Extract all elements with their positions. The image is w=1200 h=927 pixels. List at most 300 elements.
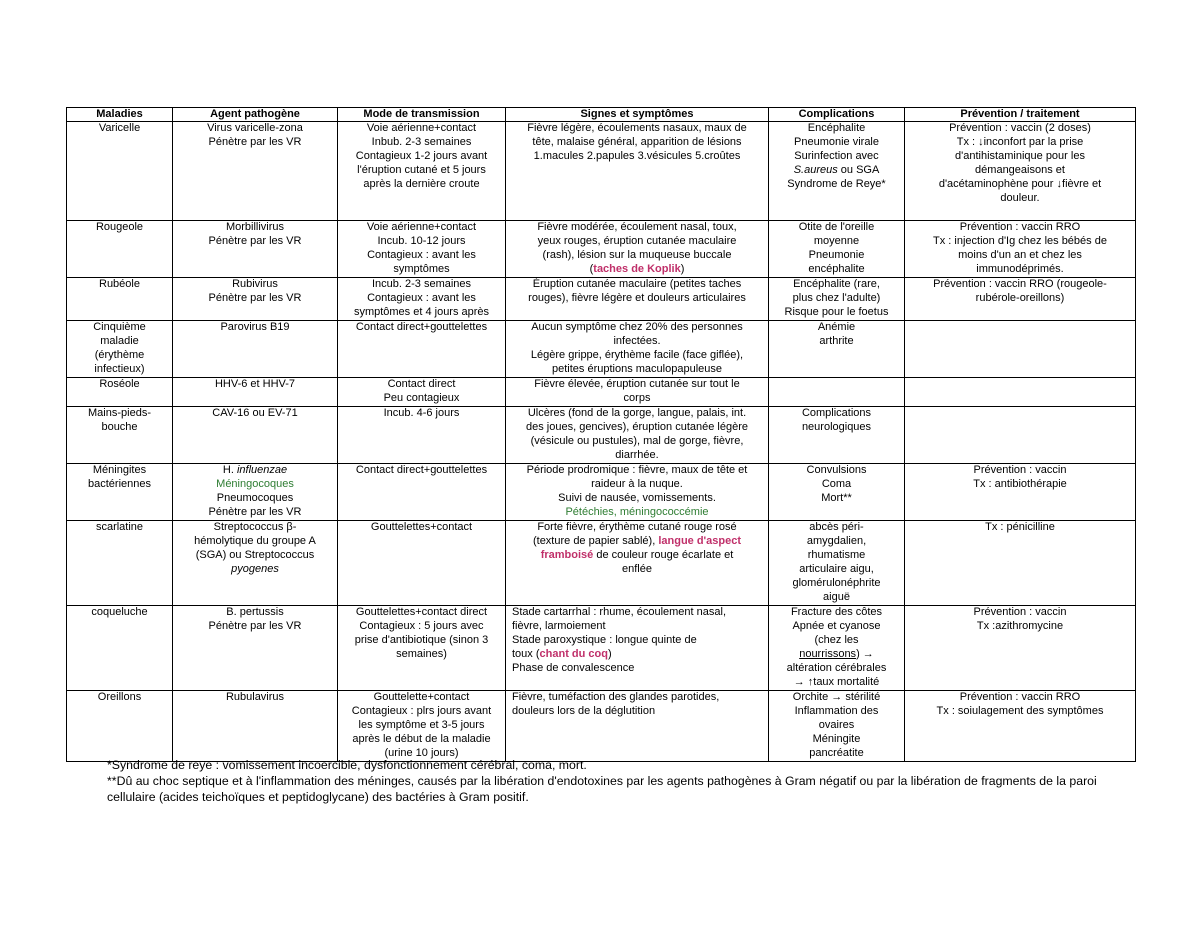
- text-segment: Voie aérienne+contact: [366, 221, 477, 233]
- cell-line: [508, 449, 766, 463]
- cell-line: [907, 606, 1133, 620]
- cell-line: bouche: [101, 420, 138, 433]
- cell-line: [771, 577, 902, 591]
- text-segment: Légère grippe, érythème facile (face giflée),: [530, 348, 744, 361]
- text-segment: articulaire aigu,: [799, 562, 874, 575]
- text-segment: rhumatisme: [807, 548, 866, 561]
- cell-complications: [769, 122, 905, 221]
- cell-agent: [173, 691, 338, 762]
- cell-line: [771, 733, 902, 747]
- text-segment: Tx : injection d'Ig chez les bébés de: [933, 234, 1107, 247]
- text-segment: abcès péri-: [809, 521, 864, 533]
- cell-line: Rougeole: [95, 221, 144, 233]
- cell-line: [512, 691, 766, 705]
- cell-line: [340, 321, 503, 335]
- text-segment: Complications: [801, 407, 872, 419]
- cell-line: coqueluche: [91, 606, 148, 618]
- text-segment: tête, malaise général, apparition de lésions: [532, 135, 742, 148]
- cell-maladie: [67, 122, 173, 221]
- text-segment: pancréatite: [809, 746, 864, 759]
- text-segment: démangeaisons et: [975, 163, 1065, 176]
- cell-mode: [338, 464, 506, 521]
- text-segment: Tx : pénicilline: [985, 521, 1055, 533]
- text-segment: 1.macules 2.papules 3.vésicules 5.croûtes: [533, 149, 741, 162]
- header-mode-transmission: Mode de transmission: [338, 108, 506, 122]
- cell-line: [175, 535, 335, 549]
- cell-line: [771, 122, 902, 136]
- cell-line: [340, 521, 503, 535]
- cell-line: [340, 648, 503, 662]
- cell-line: [508, 435, 766, 449]
- cell-line: [340, 620, 503, 634]
- cell-prevention: [905, 606, 1136, 691]
- text-segment: Contagieux 1-2 jours avant: [355, 149, 488, 162]
- cell-signes: [506, 221, 769, 278]
- cell-agent: [173, 321, 338, 378]
- cell-line: [340, 691, 503, 705]
- text-segment: petites éruptions maculopapuleuse: [551, 362, 722, 375]
- text-segment: (rash), lésion sur la muqueuse buccale: [542, 248, 732, 261]
- cell-line: [771, 563, 902, 577]
- cell-complications: [769, 407, 905, 464]
- text-segment: raideur à la nuque.: [591, 477, 683, 490]
- header-prevention-traitement: Prévention / traitement: [905, 108, 1136, 122]
- cell-prevention: [905, 321, 1136, 378]
- text-segment: Otite de l'oreille: [798, 221, 875, 233]
- text-segment: Pneumonie virale: [794, 135, 879, 148]
- cell-line: infectieux): [94, 362, 145, 375]
- text-segment: (texture de papier sablé),: [532, 534, 659, 547]
- cell-line: [907, 178, 1133, 192]
- cell-mode: [338, 521, 506, 606]
- text-segment: Fièvre élevée, éruption cutanée sur tout le: [534, 378, 740, 390]
- cell-line: [508, 249, 766, 263]
- cell-line: [175, 407, 335, 421]
- cell-line: [508, 292, 766, 306]
- cell-prevention: [905, 221, 1136, 278]
- text-segment: nourrissons: [799, 647, 857, 660]
- cell-line: [907, 292, 1133, 306]
- cell-line: bactériennes: [88, 477, 151, 490]
- text-segment: (chez les: [814, 633, 859, 646]
- text-segment: Parovirus B19: [220, 321, 290, 333]
- text-segment: Pénètre par les VR: [208, 291, 302, 304]
- text-segment: taches de Koplik: [593, 262, 681, 275]
- text-segment: Convulsions: [806, 464, 867, 476]
- text-segment: Prévention : vaccin RRO: [959, 221, 1081, 233]
- text-segment: Inflammation des: [794, 704, 879, 717]
- cell-line: [771, 535, 902, 549]
- text-segment: Stade cartarrhal : rhume, écoulement nasal,: [512, 606, 727, 618]
- text-segment: Apnée et cyanose: [792, 619, 881, 632]
- cell-prevention: [905, 464, 1136, 521]
- text-segment: pyogenes: [231, 562, 279, 575]
- cell-line: maladie: [100, 334, 139, 347]
- cell-agent: [173, 378, 338, 407]
- cell-line: [508, 506, 766, 520]
- text-segment: corps: [623, 391, 651, 404]
- header-row: [67, 108, 1136, 122]
- cell-line: [508, 421, 766, 435]
- cell-line: [340, 306, 503, 320]
- cell-line: [508, 136, 766, 150]
- cell-line: (érythème: [94, 348, 145, 361]
- text-segment: Contagieux : plrs jours avant: [351, 704, 492, 717]
- text-segment: Inbub. 2-3 semaines: [371, 135, 472, 148]
- text-segment: Suivi de nausée, vomissements.: [558, 491, 716, 504]
- cell-line: [907, 464, 1133, 478]
- text-segment: Pneumonie: [808, 248, 865, 261]
- cell-line: [340, 136, 503, 150]
- cell-line: [508, 378, 766, 392]
- text-segment: Peu contagieux: [383, 391, 460, 404]
- cell-line: [340, 164, 503, 178]
- cell-line: Mains-pieds-: [88, 407, 151, 419]
- cell-line: [175, 549, 335, 563]
- cell-line: [508, 407, 766, 421]
- cell-signes: [506, 691, 769, 762]
- cell-complications: [769, 691, 905, 762]
- text-segment: l'éruption cutané et 5 jours: [357, 163, 486, 176]
- text-segment: moins d'un an et chez les: [958, 248, 1082, 261]
- text-segment: après la dernière croute: [363, 177, 480, 190]
- cell-line: Roséole: [99, 378, 140, 390]
- text-segment: symptômes: [393, 262, 450, 275]
- text-segment: Rubulavirus: [225, 691, 285, 703]
- cell-signes: [506, 321, 769, 378]
- cell-line: [771, 662, 902, 676]
- cell-line: [175, 221, 335, 235]
- cell-maladie: [67, 321, 173, 378]
- text-segment: Encéphalite: [807, 122, 866, 134]
- text-segment: S.aureus: [793, 163, 838, 176]
- cell-line: [771, 719, 902, 733]
- cell-maladie: [67, 521, 173, 606]
- text-segment: (: [589, 262, 594, 275]
- cell-mode: [338, 407, 506, 464]
- cell-line: [175, 464, 335, 478]
- cell-line: [175, 278, 335, 292]
- cell-agent: [173, 122, 338, 221]
- table-row: [67, 407, 1136, 464]
- cell-line: [175, 492, 335, 506]
- text-segment: Streptococcus β-: [213, 521, 297, 533]
- cell-line: [512, 620, 766, 634]
- text-segment: de couleur rouge écarlate et: [593, 548, 734, 561]
- cell-line: [175, 620, 335, 634]
- cell-complications: [769, 378, 905, 407]
- text-segment: Syndrome de Reye*: [787, 177, 886, 190]
- cell-maladie: [67, 606, 173, 691]
- cell-line: [771, 705, 902, 719]
- text-segment: après le début de la maladie: [352, 732, 491, 745]
- cell-mode: [338, 122, 506, 221]
- cell-line: [340, 278, 503, 292]
- cell-line: [175, 606, 335, 620]
- cell-line: [340, 733, 503, 747]
- text-segment: Mort**: [821, 491, 852, 504]
- text-segment: Incub. 2-3 semaines: [371, 278, 472, 290]
- cell-line: [340, 719, 503, 733]
- text-segment: Éruption cutanée maculaire (petites taches: [532, 278, 742, 290]
- cell-line: [340, 705, 503, 719]
- text-segment: Méningite: [812, 732, 861, 745]
- text-segment: immunodéprimés.: [976, 262, 1064, 275]
- cell-line: [907, 478, 1133, 492]
- text-segment: les symptôme et 3-5 jours: [358, 718, 485, 731]
- cell-line: [771, 292, 902, 306]
- text-segment: douleur.: [1000, 191, 1040, 204]
- cell-line: [771, 164, 902, 178]
- cell-prevention: [905, 278, 1136, 321]
- disease-table: [66, 107, 1136, 762]
- footnote-mort: **Dû au choc septique et à l'inflammation des méninges, causés par la libération d'endotoxines par les agents pathogènes à Gram négatif ou par la libération de fragments de la paroi cellulaire (acides teichoïques et peptidoglycane) des bactéries à Gram positif.: [107, 774, 1097, 804]
- cell-line: [512, 705, 766, 719]
- footnotes: [107, 757, 1107, 805]
- cell-line: [508, 221, 766, 235]
- table-row: [67, 278, 1136, 321]
- text-segment: → ↑taux mortalité: [793, 675, 880, 688]
- header-maladies: Maladies: [67, 108, 173, 122]
- cell-agent: [173, 221, 338, 278]
- cell-line: [340, 150, 503, 164]
- cell-line: [771, 136, 902, 150]
- cell-maladie: [67, 278, 173, 321]
- cell-line: [512, 662, 766, 676]
- text-segment: ou SGA: [837, 163, 880, 176]
- cell-line: [508, 349, 766, 363]
- text-segment: chant du coq: [539, 647, 608, 660]
- cell-signes: [506, 464, 769, 521]
- text-segment: Pneumocoques: [216, 491, 294, 504]
- cell-line: [508, 535, 766, 549]
- text-segment: hémolytique du groupe A: [194, 534, 316, 547]
- text-segment: Tx : antibiothérapie: [973, 477, 1067, 490]
- text-segment: Prévention : vaccin RRO: [959, 691, 1081, 703]
- text-segment: B. pertussis: [226, 606, 284, 618]
- text-segment: CAV-16 ou EV-71: [212, 407, 298, 419]
- text-segment: Anémie: [817, 321, 856, 333]
- cell-line: [771, 464, 902, 478]
- text-segment: ): [607, 647, 612, 660]
- cell-prevention: [905, 691, 1136, 762]
- cell-line: [771, 235, 902, 249]
- text-segment: Morbillivirus: [225, 221, 285, 233]
- cell-maladie: [67, 221, 173, 278]
- text-segment: Surinfection avec: [794, 149, 879, 162]
- cell-line: [340, 464, 503, 478]
- cell-line: [175, 506, 335, 520]
- cell-line: scarlatine: [95, 521, 144, 533]
- cell-line: [508, 478, 766, 492]
- cell-line: [175, 478, 335, 492]
- cell-line: [771, 591, 902, 605]
- text-segment: glomérulonéphrite: [792, 576, 881, 589]
- cell-line: [771, 521, 902, 535]
- cell-agent: [173, 464, 338, 521]
- text-segment: H.: [222, 464, 237, 476]
- cell-line: [508, 235, 766, 249]
- cell-line: [771, 492, 902, 506]
- text-segment: Prévention : vaccin (2 doses): [949, 122, 1091, 134]
- text-segment: langue d'aspect: [658, 534, 742, 547]
- cell-line: [907, 521, 1133, 535]
- cell-line: [175, 691, 335, 705]
- cell-agent: [173, 407, 338, 464]
- table-row: [67, 378, 1136, 407]
- cell-line: [907, 164, 1133, 178]
- text-segment: (vésicule ou pustules), mal de gorge, fièvre,: [530, 434, 744, 447]
- cell-line: [508, 563, 766, 577]
- cell-signes: [506, 521, 769, 606]
- cell-prevention: [905, 521, 1136, 606]
- cell-line: [907, 150, 1133, 164]
- cell-line: [340, 263, 503, 277]
- cell-line: [512, 648, 766, 662]
- text-segment: altération cérébrales: [786, 661, 887, 674]
- cell-line: [771, 221, 902, 235]
- cell-mode: [338, 606, 506, 691]
- text-segment: Gouttelettes+contact direct: [355, 606, 488, 618]
- text-segment: (SGA) ou Streptococcus: [195, 548, 315, 561]
- table-row: [67, 606, 1136, 691]
- text-segment: prise d'antibiotique (sinon 3: [354, 633, 489, 646]
- cell-line: Méningites: [92, 464, 147, 476]
- cell-line: [907, 192, 1133, 206]
- cell-line: [508, 392, 766, 406]
- text-segment: Prévention : vaccin RRO (rougeole-: [933, 278, 1107, 290]
- text-segment: aiguë: [823, 590, 850, 603]
- cell-line: [175, 563, 335, 577]
- cell-line: [508, 278, 766, 292]
- cell-line: [340, 407, 503, 421]
- cell-line: [907, 136, 1133, 150]
- table-row: [67, 464, 1136, 521]
- cell-line: [907, 263, 1133, 277]
- text-segment: influenzae: [236, 464, 288, 476]
- cell-agent: [173, 278, 338, 321]
- text-segment: ): [680, 262, 685, 275]
- cell-line: [907, 122, 1133, 136]
- cell-complications: [769, 321, 905, 378]
- cell-line: [508, 150, 766, 164]
- cell-signes: [506, 606, 769, 691]
- text-segment: Contact direct+gouttelettes: [355, 321, 488, 333]
- text-segment: HHV-6 et HHV-7: [214, 378, 296, 390]
- text-segment: moyenne: [813, 234, 860, 247]
- text-segment: rubérole-oreillons): [975, 291, 1065, 304]
- cell-signes: [506, 378, 769, 407]
- text-segment: arthrite: [819, 334, 854, 347]
- cell-line: [907, 221, 1133, 235]
- cell-line: [771, 421, 902, 435]
- text-segment: framboisé: [540, 548, 594, 561]
- text-segment: Tx : soiulagement des symptômes: [936, 704, 1104, 717]
- cell-line: [771, 263, 902, 277]
- text-segment: Pénètre par les VR: [208, 619, 302, 632]
- text-segment: Prévention : vaccin: [973, 606, 1067, 618]
- cell-line: [508, 464, 766, 478]
- text-segment: rouges), fièvre légère et douleurs articulaires: [528, 291, 746, 304]
- cell-mode: [338, 321, 506, 378]
- cell-line: Oreillons: [97, 691, 142, 703]
- text-segment: Encéphalite (rare,: [793, 278, 880, 290]
- cell-line: [771, 648, 902, 662]
- table-row: [67, 691, 1136, 762]
- text-segment: Fièvre légère, écoulements nasaux, maux de: [527, 122, 747, 134]
- text-segment: Tx :azithromycine: [976, 619, 1064, 632]
- cell-line: [340, 392, 503, 406]
- cell-line: [340, 235, 503, 249]
- cell-prevention: [905, 122, 1136, 221]
- cell-complications: [769, 278, 905, 321]
- cell-line: [771, 306, 902, 320]
- header-complications: Complications: [769, 108, 905, 122]
- cell-complications: [769, 464, 905, 521]
- text-segment: Pétéchies, méningococcémie: [565, 505, 709, 518]
- cell-line: [175, 378, 335, 392]
- text-segment: Ulcères (fond de la gorge, langue, palais, int.: [527, 407, 747, 419]
- text-segment: Rubivirus: [232, 278, 278, 290]
- cell-line: [771, 407, 902, 421]
- cell-mode: [338, 278, 506, 321]
- text-segment: Pénètre par les VR: [208, 135, 302, 148]
- cell-maladie: [67, 464, 173, 521]
- cell-line: [175, 235, 335, 249]
- cell-signes: [506, 407, 769, 464]
- cell-agent: [173, 521, 338, 606]
- text-segment: Risque pour le foetus: [784, 305, 889, 318]
- footnote-reye: *Syndrome de reye : vomissement incoercible, dysfonctionnement cérébral, coma, mort.: [107, 758, 587, 772]
- text-segment: Pénètre par les VR: [208, 234, 302, 247]
- cell-line: [771, 634, 902, 648]
- table-body: [67, 122, 1136, 762]
- text-segment: Forte fièvre, érythème cutané rouge rosé: [537, 521, 737, 533]
- cell-line: [340, 249, 503, 263]
- cell-maladie: [67, 691, 173, 762]
- text-segment: Gouttelette+contact: [373, 691, 470, 703]
- cell-complications: [769, 221, 905, 278]
- text-segment: Incub. 10-12 jours: [377, 234, 466, 247]
- text-segment: Voie aérienne+contact: [366, 122, 477, 134]
- cell-line: [508, 122, 766, 136]
- text-segment: Période prodromique : fièvre, maux de tête et: [526, 464, 748, 476]
- text-segment: Contact direct: [387, 378, 456, 390]
- cell-line: [771, 676, 902, 690]
- cell-line: [508, 335, 766, 349]
- text-segment: amygdalien,: [806, 534, 867, 547]
- cell-maladie: [67, 407, 173, 464]
- cell-line: [771, 606, 902, 620]
- cell-signes: [506, 122, 769, 221]
- text-segment: neurologiques: [801, 420, 872, 433]
- cell-line: [907, 235, 1133, 249]
- text-segment: d'acétaminophène pour ↓fièvre et: [938, 177, 1102, 190]
- cell-line: [907, 705, 1133, 719]
- cell-line: [340, 178, 503, 192]
- text-segment: diarrhée.: [615, 448, 659, 461]
- text-segment: Coma: [821, 477, 852, 490]
- text-segment: douleurs lors de la déglutition: [512, 704, 656, 717]
- cell-prevention: [905, 378, 1136, 407]
- cell-mode: [338, 221, 506, 278]
- cell-line: [771, 278, 902, 292]
- cell-line: [512, 634, 766, 648]
- cell-line: Varicelle: [98, 122, 141, 134]
- table-row: [67, 122, 1136, 221]
- header-signes-symptomes: Signes et symptômes: [506, 108, 769, 122]
- cell-line: [340, 378, 503, 392]
